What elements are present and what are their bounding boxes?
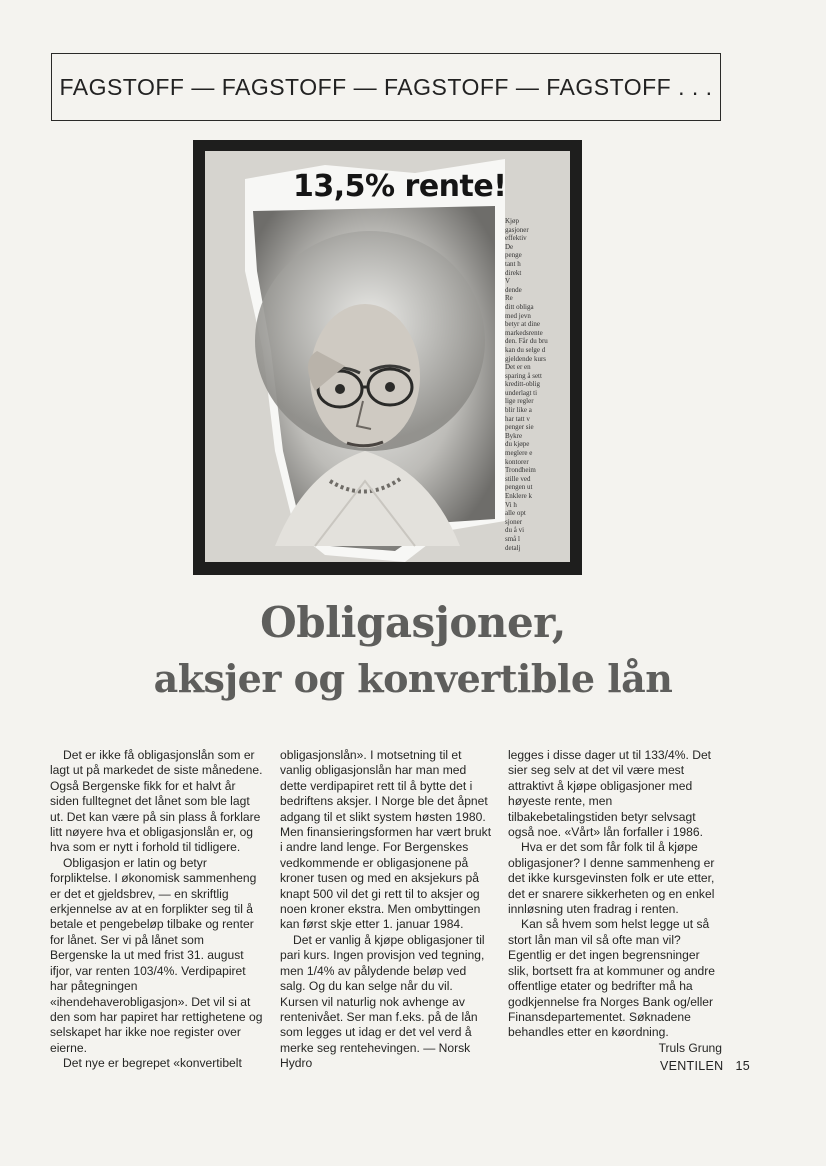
paragraph: legges i disse dager ut til 133/4%. Det sier seg selv at det vil være mest attraktivt å kjøpe obligasjoner med høyeste rente, men tilbakebetalingstiden betyr selvsagt også noe. «Vårt» lån forfaller i 1986. [508,748,712,840]
paragraph: obligasjonslån». I motsetning til et vanlig obligasjonslån har man med dette verdipapiret rett til å bytte det i bedriftens aksjer. I Norge ble det åpnet adgang til et slikt system høsten 1980. Men finansieringsformen har vært brukt i andre land lenge. For Bergenskes vedkommende er obligasjonene på kroner tusen og med en aksjekurs på knapt 500 vil det gi rett til to aksjer og noen kroner ekstra. Men ombyttingen kan først skje etter 1. januar 1984. [280,748,492,932]
publication-name: VENTILEN [659,1059,724,1073]
paragraph: Obligasjon er latin og betyr forpliktelse. I økonomisk sammenheng er det et gjeldsbrev, — en skriftlig erkjennelse av at en forplikter seg til å betale et pengebeløp tilbake og renter for lånet. Ser vi på lånet som Bergenske la ut med frist 31. august ifjor, var renten 103/4%. Verdipapiret har påtegningen «ihendehaverobligasjon». Det vil si at den som har papiret har rettighetene og selskapet har ikke noe register over eierne. [50,855,263,1055]
page-footer [660,1059,750,1073]
paragraph: Det er vanlig å kjøpe obligasjoner til pari kurs. Ingen provisjon ved tegning, men 1/4% av pålydende beløp ved salg. Og du kan selge når du vil. Kursen vil naturlig nok avhenge av rentenivået. Ser man f.eks. på de lån som legges ut idag er det vel verd å merke seg rentehevingen. — Norsk Hydro [280,932,485,1071]
article-title-line2: aksjer og konvertible lån [153,656,673,701]
section-banner: FAGSTOFF — FAGSTOFF — FAGSTOFF — FAGSTOFF . . . [51,53,721,121]
paragraph: Det nye er begrepet «konvertibelt [63,1056,242,1071]
advertisement-photo [193,140,582,575]
article-column-3 [508,748,722,1056]
article-column-2 [280,748,494,1072]
ad-headline: 13,5% rente! [293,169,507,204]
ad-body-snippet: Kjøp gasjoner effektiv De penge tant h direkt V dende Re ditt obliga med jevn betyr at dine markedsrente den. Får du bru kan du selge d gjeldende kurs Det er en sparing å sett kreditt-oblig underlagt ti lige regler blir like a har tatt v penger sie Bykre du kjøpe meglere e kontorer Trondheim stille ved pengen ut Enklere k Vi h alle opt sjoner du å vi små l detalj [505,217,548,552]
page-number: 15 [735,1059,750,1073]
paragraph: Det er ikke få obligasjonslån som er lagt ut på markedet de siste månedene. Også Bergenske fikk for et halvt år siden fulltegnet det lånet som ble lagt ut. Det kan være på sin plass å forklare litt nøyere hva et obligasjonslån er, og hva som er nytt i forhold til tidligere. [50,748,263,855]
paragraph: Hva er det som får folk til å kjøpe obligasjoner? I denne sammenheng er det ikke kursgevinsten folk er ute etter, det er snarere sikkerheten og en enkel innløsning uten fradrag i renten. [508,840,715,917]
article-title-line1: Obligasjoner, [260,598,566,647]
author-signature: Truls Grung [658,1040,722,1055]
paragraph: Kan så hvem som helst legge ut så stort lån man vil så ofte man vil? Egentlig er det ingen begrensninger slik, bortsett fra at kommuner og andre offentlige etater og bedrifter må ha godkjennelse fra Norges Bank og/eller Finansdepartementet. Søknadene behandles etter en køordning. [508,917,716,1040]
article-column-1 [50,748,264,1072]
